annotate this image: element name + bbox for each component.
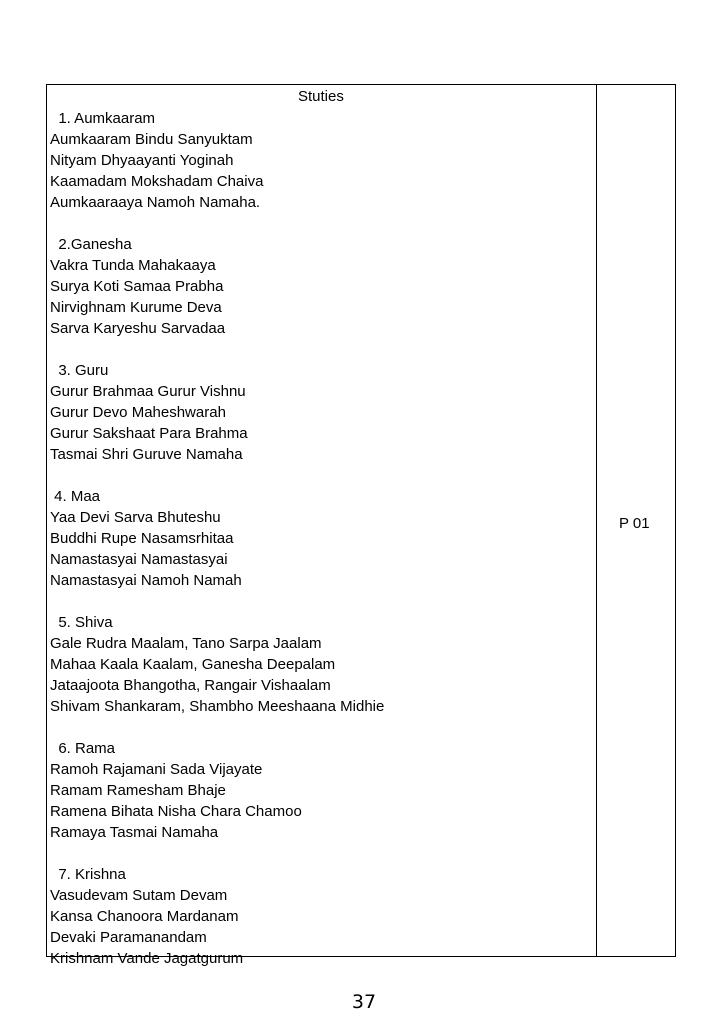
verse-line: Devaki Paramanandam <box>50 929 207 946</box>
verse-line: Jataajoota Bhangotha, Rangair Vishaalam <box>50 677 331 694</box>
verse-line: Ramam Ramesham Bhaje <box>50 782 226 799</box>
verse-line: Gurur Sakshaat Para Brahma <box>50 425 248 442</box>
verse-title: 1. Aumkaaram <box>50 110 156 127</box>
verse-line: Ramoh Rajamani Sada Vijayate <box>50 761 263 778</box>
verse-line: Vakra Tunda Mahakaaya <box>50 257 216 274</box>
verse-line: Kaamadam Mokshadam Chaiva <box>50 173 264 190</box>
verse-line: Surya Koti Samaa Prabha <box>50 278 224 295</box>
verse-line: Shivam Shankaram, Shambho Meeshaana Midhie <box>50 698 385 715</box>
verse-title: 7. Krishna <box>50 866 126 883</box>
verse-line: Nityam Dhyaayanti Yoginah <box>50 152 234 169</box>
verses-body <box>50 108 590 990</box>
page-code: P 01 <box>619 515 650 532</box>
verse-line: Krishnam Vande Jagatgurum <box>50 950 244 967</box>
verse-line: Mahaa Kaala Kaalam, Ganesha Deepalam <box>50 656 336 673</box>
verse-line: Nirvighnam Kurume Deva <box>50 299 222 316</box>
verse-line: Aumkaaram Bindu Sanyuktam <box>50 131 253 148</box>
verse-line: Ramena Bihata Nisha Chara Chamoo <box>50 803 302 820</box>
verse-line: Buddhi Rupe Nasamsrhitaa <box>50 530 234 547</box>
verse-line: Gurur Brahmaa Gurur Vishnu <box>50 383 246 400</box>
verse-line: Gurur Devo Maheshwarah <box>50 404 226 421</box>
verse-line: Aumkaaraaya Namoh Namaha. <box>50 194 261 211</box>
verse-section <box>50 612 590 717</box>
verse-section <box>50 738 590 843</box>
verse-line: Vasudevam Sutam Devam <box>50 887 228 904</box>
verse-line: Tasmai Shri Guruve Namaha <box>50 446 243 463</box>
verse-section <box>50 486 590 591</box>
column-divider <box>596 85 597 956</box>
verse-line: Namastasyai Namastasyai <box>50 551 228 568</box>
verse-line: Kansa Chanoora Mardanam <box>50 908 239 925</box>
page-number: 37 <box>351 991 377 1013</box>
verse-title: 6. Rama <box>50 740 116 757</box>
verse-title: 2.Ganesha <box>50 236 132 253</box>
verse-title: 3. Guru <box>50 362 109 379</box>
stuties-table <box>46 84 676 967</box>
verse-section <box>50 234 590 339</box>
verse-title: 5. Shiva <box>50 614 113 631</box>
verse-line: Sarva Karyeshu Sarvadaa <box>50 320 226 337</box>
verse-title: 4. Maa <box>50 488 101 505</box>
table-heading: Stuties <box>298 88 344 105</box>
verse-line: Gale Rudra Maalam, Tano Sarpa Jaalam <box>50 635 322 652</box>
verse-line: Ramaya Tasmai Namaha <box>50 824 219 841</box>
verse-section <box>50 108 590 213</box>
verse-section <box>50 864 590 969</box>
verse-line: Yaa Devi Sarva Bhuteshu <box>50 509 221 526</box>
verse-section <box>50 360 590 465</box>
verse-line: Namastasyai Namoh Namah <box>50 572 242 589</box>
